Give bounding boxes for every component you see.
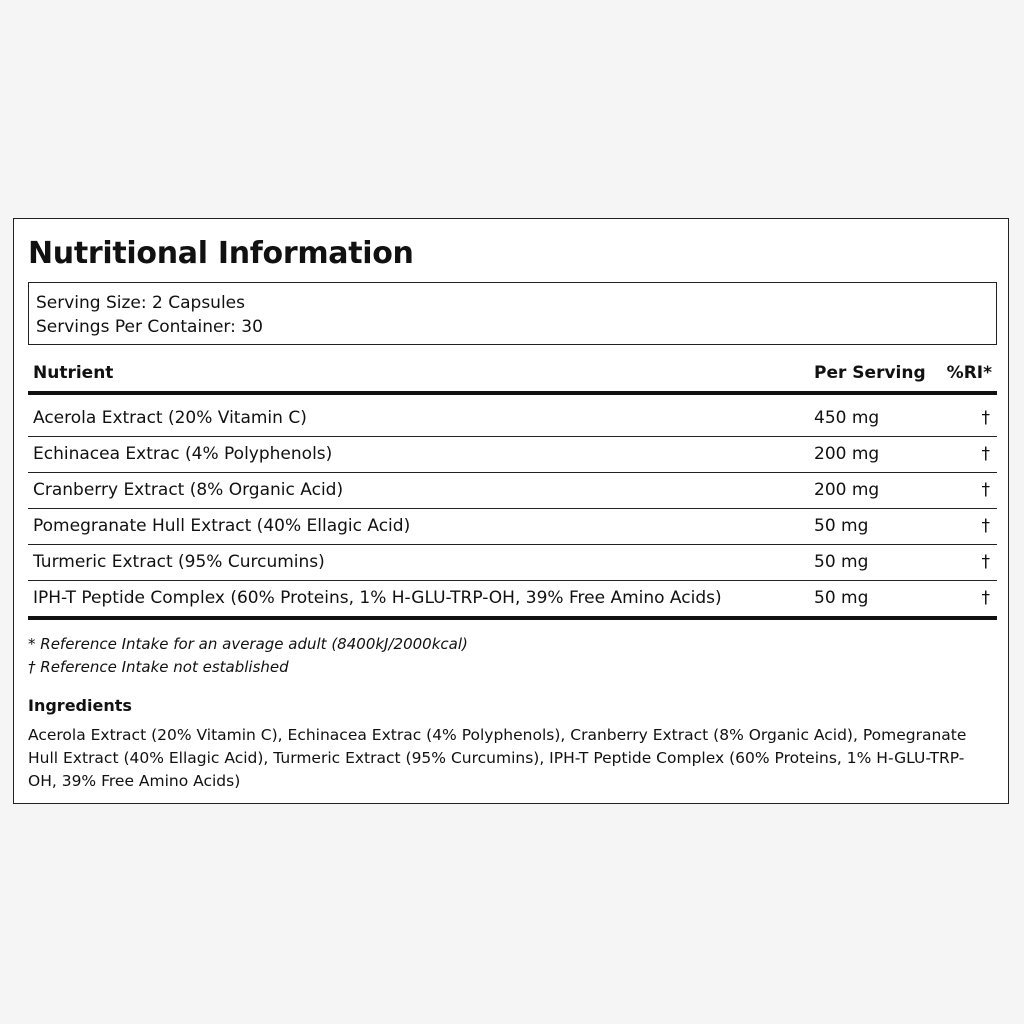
footnote-not-established: † Reference Intake not established: [28, 658, 289, 676]
ri-value: †: [981, 588, 990, 608]
table-row: [28, 437, 997, 473]
footnotes: [28, 633, 468, 679]
per-serving-value: 200 mg: [814, 480, 880, 500]
per-serving-value: 50 mg: [814, 588, 869, 608]
ri-value: †: [981, 444, 990, 464]
nutrient-name: Cranberry Extract (8% Organic Acid): [33, 480, 344, 500]
nutrient-name: Echinacea Extrac (4% Polyphenols): [33, 444, 333, 464]
serving-size: Serving Size: 2 Capsules: [36, 293, 245, 313]
ri-value: †: [981, 552, 990, 572]
header-nutrient: Nutrient: [33, 363, 114, 383]
table-body: [28, 401, 997, 620]
ri-value: †: [981, 408, 990, 428]
per-serving-value: 200 mg: [814, 444, 880, 464]
nutrient-name: Turmeric Extract (95% Curcumins): [33, 552, 325, 572]
ingredients-heading: Ingredients: [28, 696, 132, 715]
table-row: [28, 473, 997, 509]
table-header: [28, 357, 997, 395]
nutrient-name: IPH-T Peptide Complex (60% Proteins, 1% H-GLU-TRP-OH, 39% Free Amino Acids): [33, 588, 722, 608]
label-title: Nutritional Information: [28, 236, 414, 271]
per-serving-value: 50 mg: [814, 552, 869, 572]
ri-value: †: [981, 516, 990, 536]
table-row: [28, 401, 997, 437]
nutrient-table: [28, 357, 997, 620]
per-serving-value: 450 mg: [814, 408, 880, 428]
table-row: [28, 509, 997, 545]
ri-value: †: [981, 480, 990, 500]
nutrient-name: Pomegranate Hull Extract (40% Ellagic Acid): [33, 516, 411, 536]
header-per-serving: Per Serving: [814, 363, 926, 383]
footnote-reference-intake: * Reference Intake for an average adult (8400kJ/2000kcal): [28, 635, 468, 653]
nutrient-name: Acerola Extract (20% Vitamin C): [33, 408, 307, 428]
ingredients-text: Acerola Extract (20% Vitamin C), Echinacea Extrac (4% Polyphenols), Cranberry Extract (8% Organic Acid), Pomegranate Hull Extract (40% Ellagic Acid), Turmeric Extract (95% Curcumins), IPH-T Peptide Complex (60% Proteins, 1% H-GLU-TRP-OH, 39% Free Amino Acids): [28, 726, 967, 790]
table-row: [28, 545, 997, 581]
nutrition-label-panel: [13, 218, 1009, 804]
servings-per-container: Servings Per Container: 30: [36, 317, 263, 337]
header-ri: %RI*: [946, 363, 992, 383]
serving-info-box: [28, 282, 997, 345]
table-row: [28, 581, 997, 620]
per-serving-value: 50 mg: [814, 516, 869, 536]
